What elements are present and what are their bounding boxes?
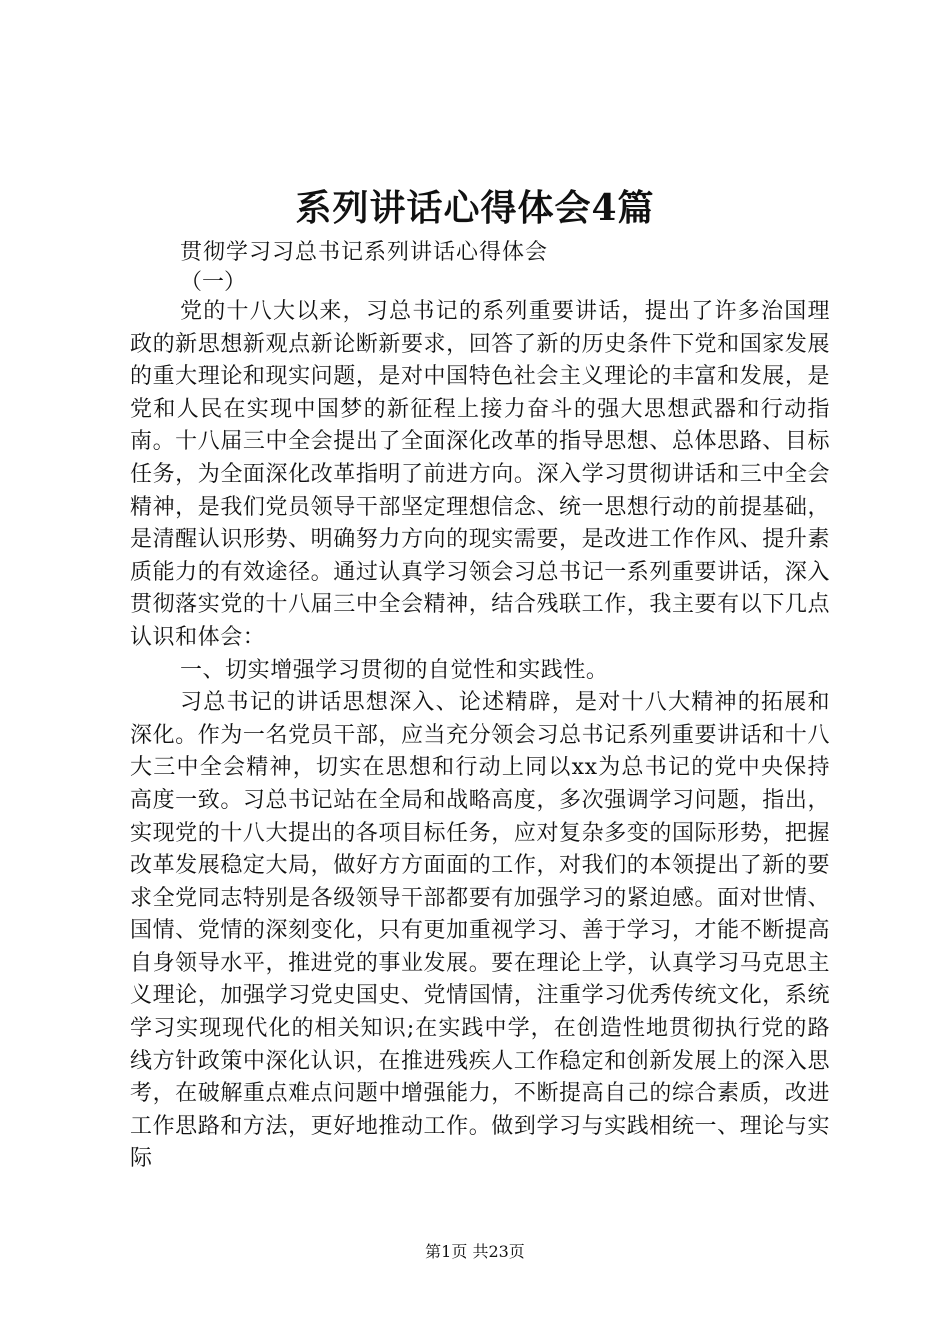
document-subtitle: 贯彻学习习总书记系列讲话心得体会 — [180, 240, 549, 265]
document-body — [130, 296, 830, 1176]
paragraph: 党的十八大以来，习总书记的系列重要讲话，提出了许多治国理政的新思想新观点新论断新要求，回答了新的历史条件下党和国家发展的重大理论和现实问题，是对中国特色社会主义理论的丰富和发展，是党和人民在实现中国梦的新征程上接力奋斗的强大思想武器和行动指南。十八届三中全会提出了全面深化改革的指导思想、总体思路、目标任务，为全面深化改革指明了前进方向。深入学习贯彻讲话和三中全会精神，是我们党员领导干部坚定理想信念、统一思想行动的前提基础，是清醒认识形势、明确努力方向的现实需要，是改进工作作风、提升素质能力的有效途径。通过认真学习领会习总书记一系列重要讲话，深入贯彻落实党的十八届三中全会精神，结合残联工作，我主要有以下几点认识和体会： — [130, 299, 830, 650]
paragraph: 一、切实增强学习贯彻的自觉性和实践性。 — [180, 657, 609, 683]
page-footer: 第1页 共23页 — [425, 1242, 525, 1261]
paragraph: 习总书记的讲话思想深入、论述精辟，是对十八大精神的拓展和深化。作为一名党员干部，应当充分领会习总书记系列重要讲话和十八大三中全会精神，切实在思想和行动上同以xx为总书记的党中央保持高度一致。习总书记站在全局和战略高度，多次强调学习问题，指出，实现党的十八大提出的各项目标任务，应对复杂多变的国际形势，把握改革发展稳定大局，做好方方面面的工作，对我们的本领提出了新的要求全党同志特别是各级领导干部都要有加强学习的紧迫感。面对世情、国情、党情的深刻变化，只有更加重视学习、善于学习，才能不断提高自身领导水平，推进党的事业发展。要在理论上学，认真学习马克思主义理论，加强学习党史国史、党情国情，注重学习优秀传统文化，系统学习实现现代化的相关知识;在实践中学，在创造性地贯彻执行党的路线方针政策中深化认识，在推进残疾人工作稳定和创新发展上的深入思考，在破解重点难点问题中增强能力，不断提高自己的综合素质，改进工作思路和方法，更好地推动工作。做到学习与实践相统一、理论与实际 — [130, 690, 830, 1172]
section-number: （一） — [180, 270, 247, 295]
document-title: 系列讲话心得体会4篇 — [295, 187, 655, 229]
